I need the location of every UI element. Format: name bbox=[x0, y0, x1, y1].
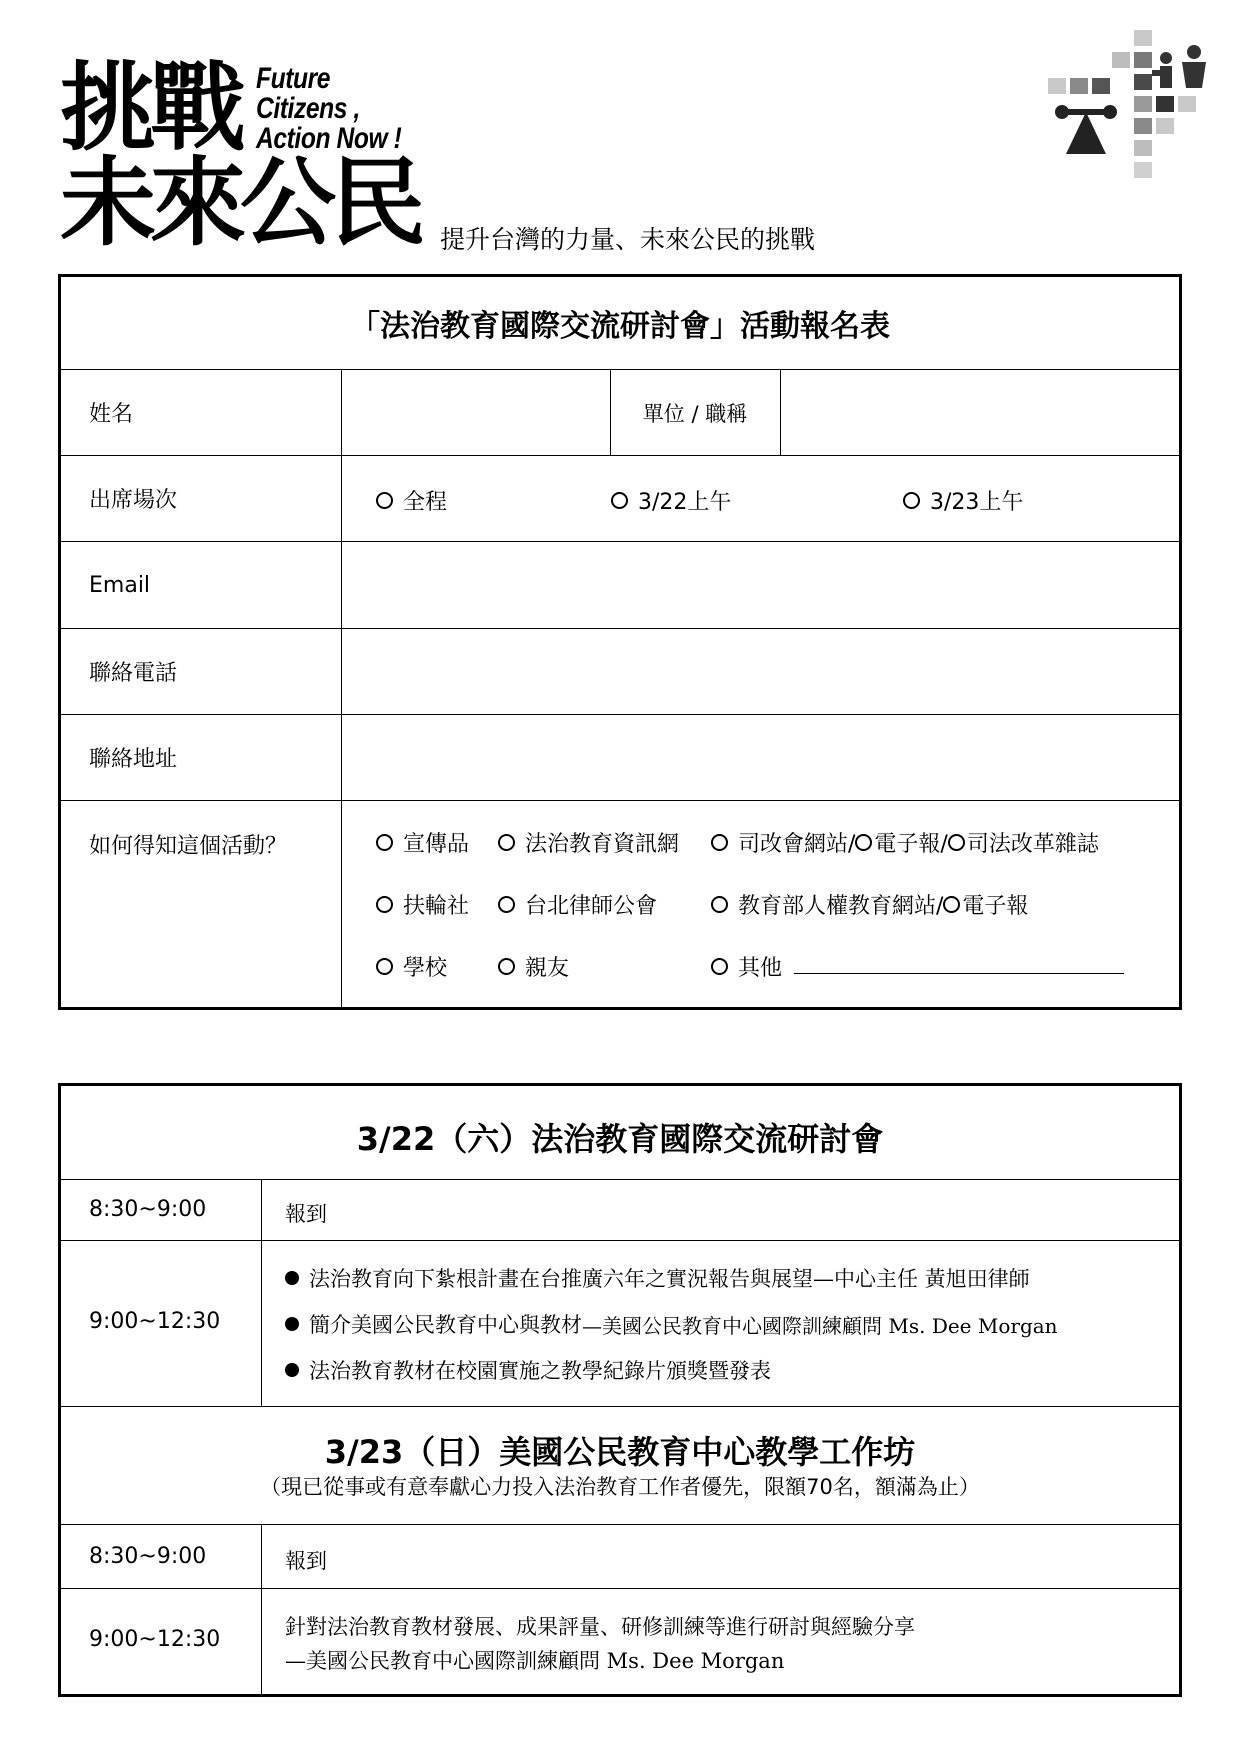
day2-row-checkin bbox=[61, 1524, 1179, 1588]
slogan: 提升台灣的力量、未來公民的挑戰 bbox=[440, 225, 816, 254]
source-option-law-education-site[interactable]: 法治教育資訊網 bbox=[498, 827, 679, 858]
radio-circle-icon bbox=[376, 896, 393, 913]
day1-row-sessions bbox=[61, 1240, 1179, 1406]
name-field[interactable] bbox=[342, 370, 610, 455]
logo-english-line2: Citizens , bbox=[256, 92, 360, 125]
radio-circle-icon bbox=[948, 834, 965, 851]
name-label: 姓名 bbox=[89, 402, 134, 427]
name-row bbox=[61, 369, 1179, 455]
radio-circle-icon bbox=[903, 492, 920, 509]
other-input-line[interactable] bbox=[794, 959, 1124, 974]
phone-field[interactable] bbox=[342, 629, 1179, 714]
day1-checkin-content: 報到 bbox=[285, 1202, 327, 1226]
source-option-friends[interactable]: 親友 bbox=[498, 951, 569, 982]
logo-english-line3: Action Now ! bbox=[256, 122, 402, 155]
day2-checkin-content: 報到 bbox=[285, 1549, 327, 1573]
source-option-moe-site[interactable]: 教育部人權教育網站/ 電子報 bbox=[711, 889, 1028, 920]
day1-item-1: 法治教育向下紮根計畫在台推廣六年之實況報告與展望 —中心主任 黃旭田律師 bbox=[285, 1263, 1030, 1293]
address-field[interactable] bbox=[342, 715, 1179, 800]
session-option-full[interactable]: 全程 bbox=[376, 485, 447, 516]
phone-row bbox=[61, 628, 1179, 714]
day2-workshop-line2: —美國公民教育中心國際訓練顧問 Ms. Dee Morgan bbox=[285, 1649, 785, 1673]
day2-row-workshop bbox=[61, 1588, 1179, 1694]
day1-checkin-time: 8:30~9:00 bbox=[89, 1197, 207, 1222]
source-option-rotary[interactable]: 扶輪社 bbox=[376, 889, 469, 920]
session-option-0323[interactable]: 3/23上午 bbox=[903, 485, 1023, 516]
radio-circle-icon bbox=[611, 492, 628, 509]
source-option-flyer[interactable]: 宣傳品 bbox=[376, 827, 469, 858]
day1-item-3: 法治教育教材在校園實施之教學紀錄片頒獎暨發表 bbox=[285, 1355, 771, 1385]
radio-circle-icon bbox=[498, 834, 515, 851]
radio-circle-icon bbox=[498, 958, 515, 975]
session-option-0322[interactable]: 3/22上午 bbox=[611, 485, 731, 516]
source-row bbox=[61, 800, 1179, 1007]
bullet-icon bbox=[285, 1363, 299, 1377]
day1-item-2: 簡介美國公民教育中心與教材 —美國公民教育中心國際訓練顧問 Ms. Dee Morgan bbox=[285, 1309, 1058, 1339]
radio-circle-icon bbox=[376, 834, 393, 851]
session-row bbox=[61, 455, 1179, 541]
radio-circle-icon bbox=[711, 834, 728, 851]
session-label: 出席場次 bbox=[89, 488, 178, 513]
phone-label: 聯絡電話 bbox=[89, 661, 178, 686]
day1-row-checkin bbox=[61, 1179, 1179, 1240]
day2-workshop-time: 9:00~12:30 bbox=[89, 1627, 221, 1652]
source-option-judicial-reform[interactable]: 司改會網站/ 電子報/ 司法改革雜誌 bbox=[711, 827, 1099, 858]
radio-circle-icon bbox=[855, 834, 872, 851]
email-field[interactable] bbox=[342, 542, 1179, 628]
day2-checkin-time: 8:30~9:00 bbox=[89, 1544, 207, 1569]
logo-chinese-line1: 挑戰 bbox=[60, 52, 240, 164]
radio-circle-icon bbox=[498, 896, 515, 913]
source-option-school[interactable]: 學校 bbox=[376, 951, 447, 982]
radio-circle-icon bbox=[376, 492, 393, 509]
address-label: 聯絡地址 bbox=[89, 747, 178, 772]
day2-note: （現已從事或有意奉獻心力投入法治教育工作者優先，限額70名，額滿為止） bbox=[260, 1475, 980, 1499]
day2-header bbox=[61, 1406, 1179, 1524]
unit-field[interactable] bbox=[781, 370, 1179, 455]
radio-circle-icon bbox=[376, 958, 393, 975]
logo-english-line1: Future bbox=[256, 62, 331, 95]
email-label: Email bbox=[89, 572, 151, 598]
day1-title: 3/22（六）法治教育國際交流研討會 bbox=[356, 1120, 884, 1158]
radio-circle-icon bbox=[711, 896, 728, 913]
emblem-icon bbox=[1048, 30, 1208, 180]
bullet-icon bbox=[285, 1317, 299, 1331]
email-row bbox=[61, 541, 1179, 628]
schedule-table bbox=[58, 1083, 1182, 1697]
day2-title: 3/23（日）美國公民教育中心教學工作坊 bbox=[324, 1433, 916, 1471]
source-option-bar-association[interactable]: 台北律師公會 bbox=[498, 889, 657, 920]
unit-label: 單位 / 職稱 bbox=[642, 401, 748, 426]
bullet-icon bbox=[285, 1271, 299, 1285]
radio-circle-icon bbox=[943, 896, 960, 913]
source-option-other[interactable]: 其他 bbox=[711, 951, 1124, 982]
form-title: 「法治教育國際交流研討會」活動報名表 bbox=[350, 309, 890, 344]
registration-form bbox=[58, 274, 1182, 1010]
logo-english bbox=[256, 64, 446, 154]
day1-session-time: 9:00~12:30 bbox=[89, 1309, 221, 1334]
day2-workshop-line1: 針對法治教育教材發展、成果評量、研修訓練等進行研討與經驗分享 bbox=[285, 1615, 915, 1639]
address-row bbox=[61, 714, 1179, 800]
source-label: 如何得知這個活動？ bbox=[89, 834, 288, 859]
radio-circle-icon bbox=[711, 958, 728, 975]
logo-chinese-line2: 未來公民 bbox=[60, 147, 420, 259]
